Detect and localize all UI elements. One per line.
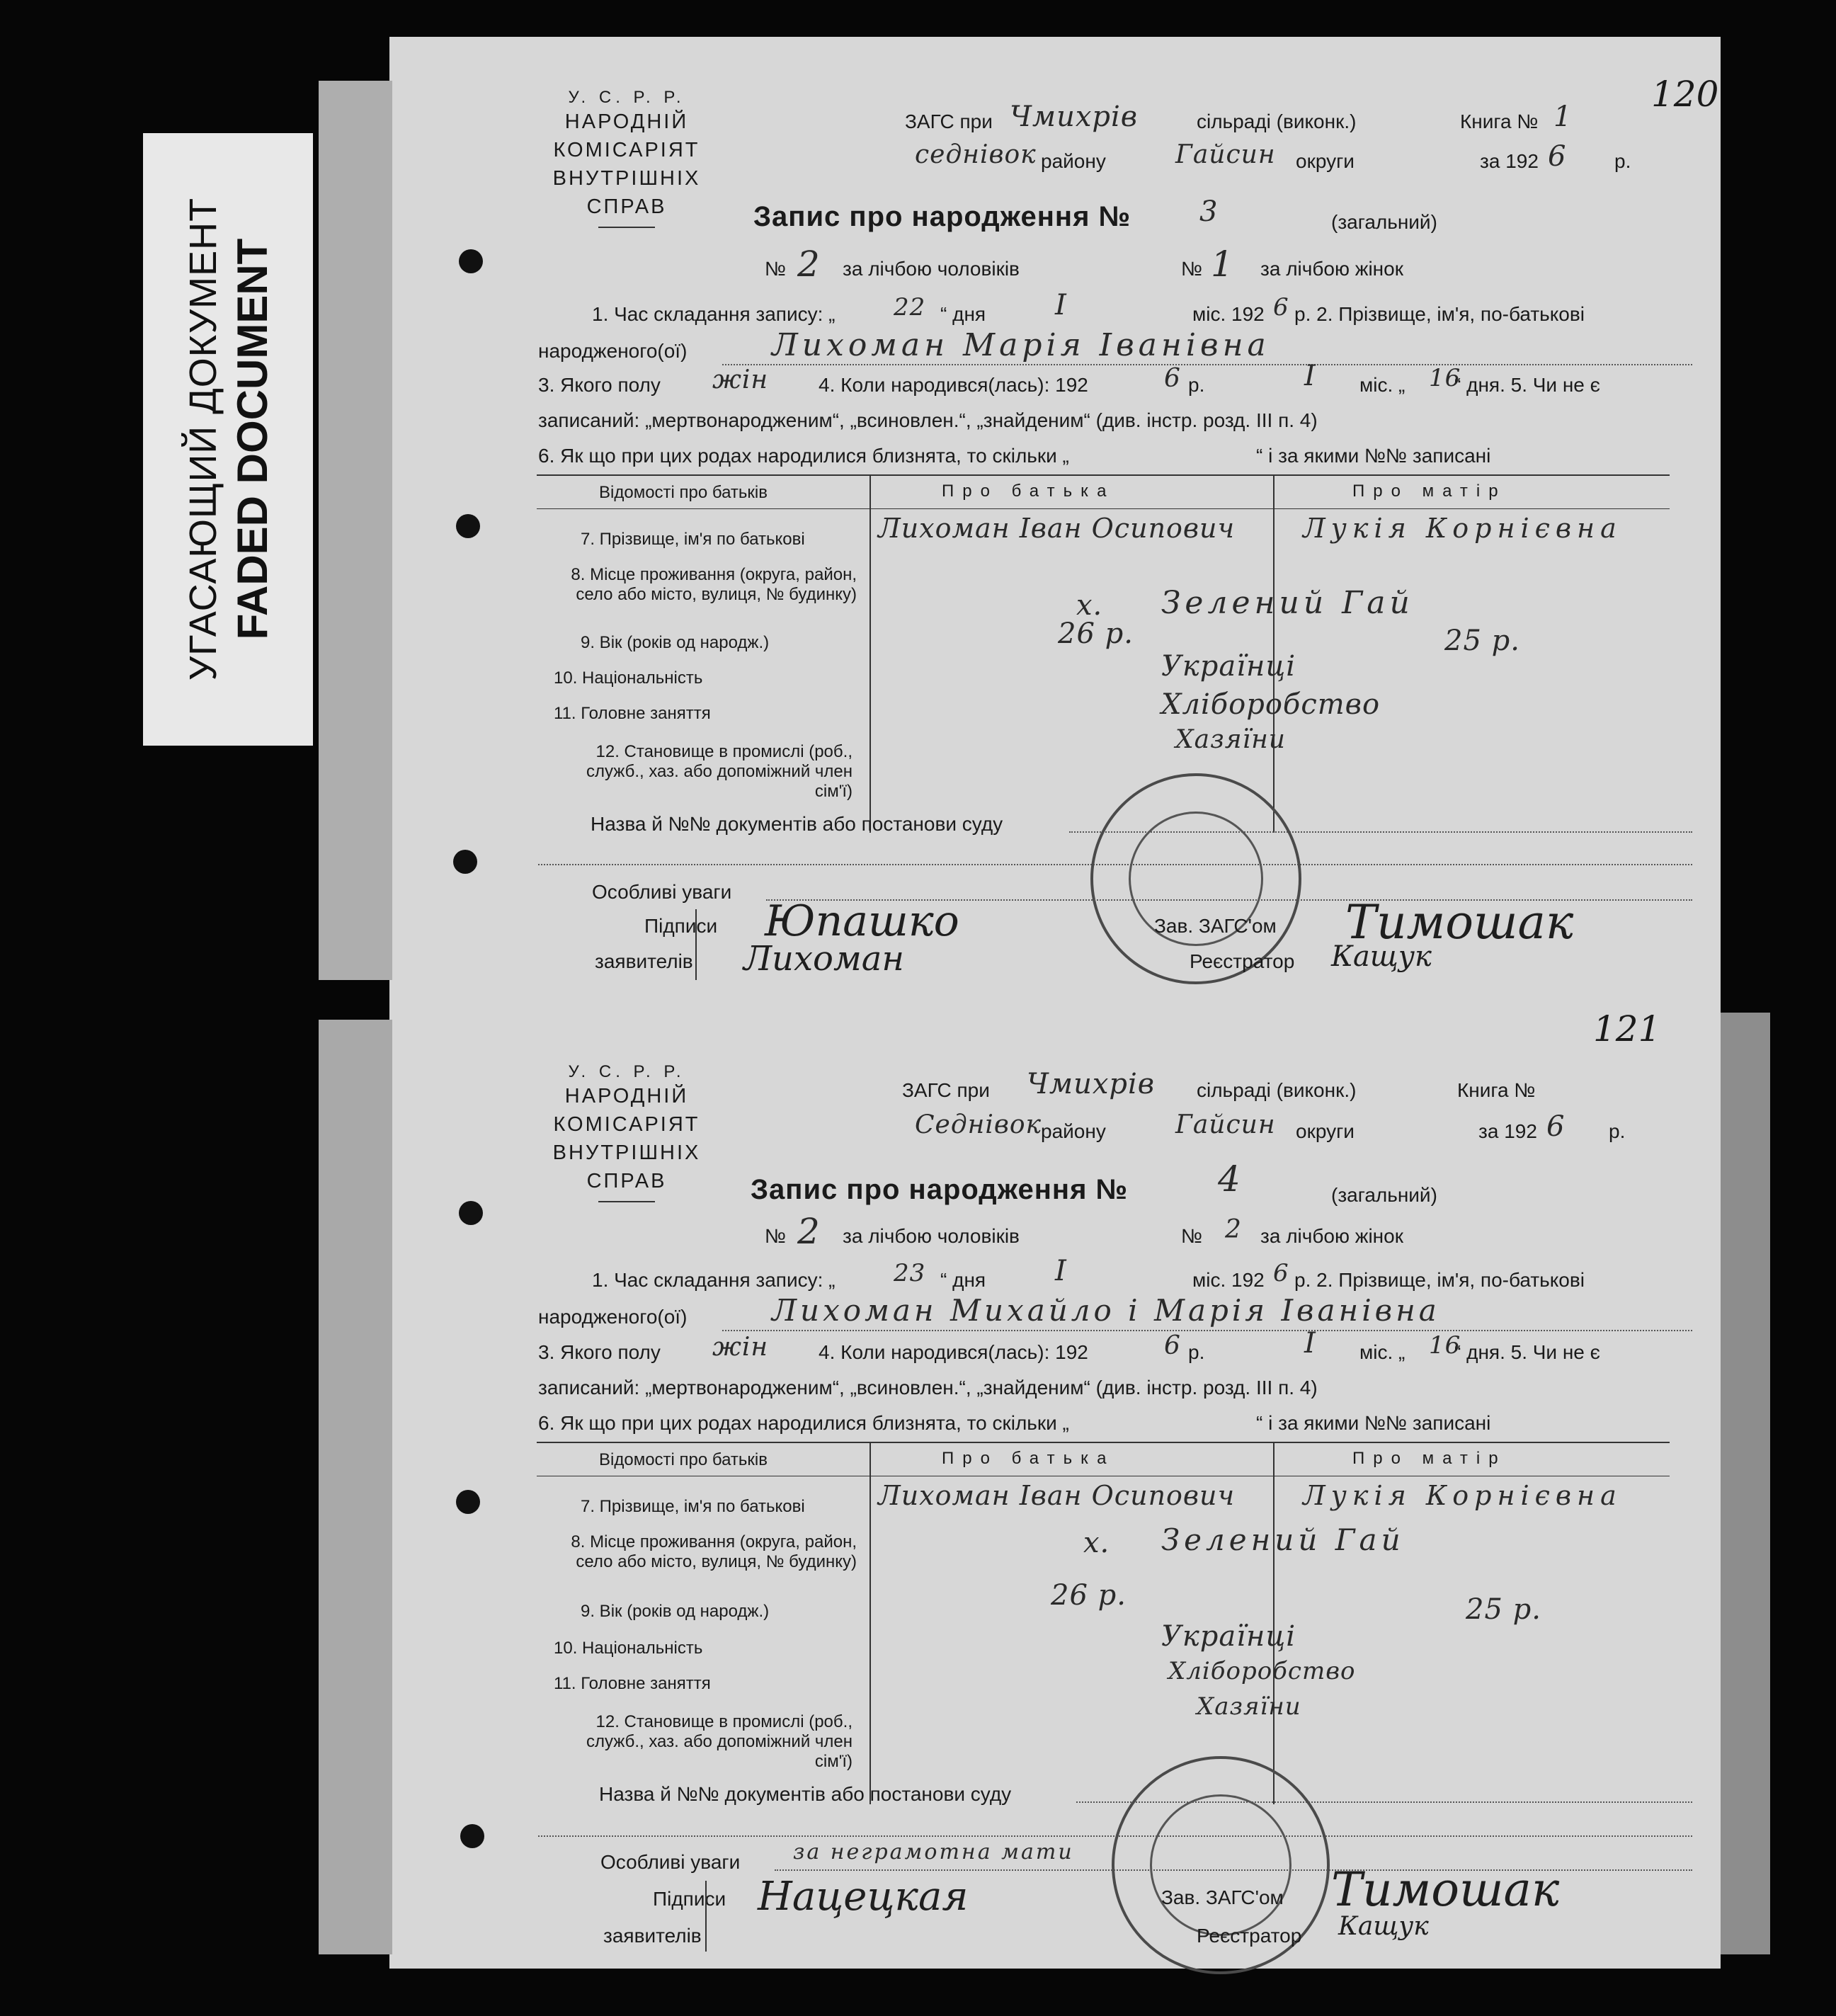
line1-month-label: міс. 192 [1192, 1269, 1265, 1291]
line1-year: 6 [1273, 1259, 1289, 1287]
row-8-mother: Зелений Гай [1161, 585, 1414, 621]
registrar-label: Реєстратор [1197, 1925, 1302, 1947]
registrar-signature: Кащук [1338, 1912, 1429, 1941]
birth-record-sheet-2 [389, 991, 1721, 1969]
year-suffix: р. [1614, 150, 1631, 172]
punch-hole [456, 1490, 480, 1514]
line3-born-label: 4. Коли народився(лась): 192 [819, 1341, 1088, 1363]
applicant-signature-2: Лихоман [743, 939, 904, 979]
born-month-label: міс. „ [1359, 374, 1405, 396]
born-month: I [1304, 1327, 1316, 1360]
child-name: Лихоман Марія Іванівна [772, 327, 1270, 363]
row-12-label: 12. Становище в промислі (роб., служб., хаз. або допоміжний член сім'ї) [586, 1712, 853, 1771]
table-head-col1: Відомості про батьків [599, 1450, 768, 1469]
men-no-label: № [765, 258, 787, 280]
line1-month: I [1055, 1255, 1067, 1287]
row-9-mother: 25 р. [1444, 625, 1520, 657]
punch-hole [456, 514, 480, 538]
row-9-mother: 25 р. [1466, 1593, 1541, 1626]
women-label: за лічбою жінок [1260, 258, 1403, 280]
okrug-value: Гайсин [1175, 140, 1276, 169]
district-label: району [1041, 1120, 1106, 1142]
registrar-label: Реєстратор [1190, 950, 1295, 972]
line1-day: 22 [894, 293, 926, 321]
row-11-label: 11. Головне заняття [554, 704, 711, 723]
born-year: 6 [1164, 1331, 1181, 1360]
line3-born-label: 4. Коли народився(лась): 192 [819, 374, 1088, 396]
row-8-label: 8. Місце проживання (округа, район, село або місто, вулиця, № будинку) [571, 1532, 857, 1571]
dotted-line [722, 1330, 1692, 1331]
head-signature: Тимошак [1331, 1862, 1560, 1917]
line3-label: 3. Якого полу [538, 374, 661, 396]
row-7-label: 7. Прізвище, ім'я по батькові [581, 1497, 805, 1516]
general-label: (загальний) [1331, 1184, 1437, 1206]
faded-document-label [143, 133, 313, 746]
applicants-label: заявителів [603, 1925, 702, 1947]
dotted-line [722, 364, 1692, 365]
line1-label: 1. Час складання запису: „ [592, 1269, 836, 1291]
head-signature: Тимошак [1345, 895, 1574, 950]
faded-label-ru: УГАСАЮЩИЙ ДОКУМЕНТ [182, 197, 224, 681]
row-9-label: 9. Вік (років од народж.) [581, 1602, 770, 1621]
signatures-divider [705, 1881, 707, 1952]
table-head-col2: Про батька [942, 1449, 1115, 1468]
district-value: седнівок [915, 140, 1037, 169]
commissariat-label: НАРОДНІЙ КОМІСАРІЯТ [553, 1085, 700, 1136]
line1-day: 23 [894, 1259, 926, 1287]
punch-hole [453, 850, 477, 874]
row-8-label: 8. Місце проживання (округа, район, село або місто, вулиця, № будинку) [571, 565, 857, 604]
row-9-label: 9. Вік (років од народж.) [581, 633, 770, 652]
punch-hole [460, 1824, 484, 1848]
men-no-label: № [765, 1225, 787, 1247]
women-label: за лічбою жінок [1260, 1225, 1403, 1247]
line4: записаний: „мертвонародженим“, „всиновлен.“, „знайденим“ (див. інстр. розд. III п. 4) [538, 409, 1318, 431]
row-7-label: 7. Прізвище, ім'я по батькові [581, 530, 805, 549]
line5-a: 6. Як що при цих родах народилися близнята, то скільки „ [538, 445, 1069, 467]
row-9-father: 26 р. [1058, 617, 1134, 650]
record-title: Запис про народження № [751, 1174, 1129, 1205]
line5-b: “ і за якими №№ записані [1256, 1412, 1491, 1434]
row-7-mother: Лукія Корнієвна [1303, 1480, 1622, 1511]
commissariat-label: НАРОДНІЙ КОМІСАРІЯТ [553, 110, 700, 161]
row-7-father: Лихоман Іван Осипович [878, 1480, 1236, 1511]
signatures-label: Підписи [653, 1888, 726, 1910]
ministry-label: ВНУТРІШНІХ СПРАВ [552, 167, 701, 218]
faded-label-en: FADED DOCUMENT [229, 238, 276, 640]
row-12-mother: Хазяїни [1197, 1692, 1301, 1721]
okrug-value: Гайсин [1175, 1110, 1276, 1139]
silrada-label: сільраді (виконк.) [1197, 1079, 1357, 1101]
docs-label: Назва й №№ документів або постанови суду [599, 1783, 1012, 1805]
punch-hole [459, 249, 483, 273]
line2-label: народженого(ої) [538, 1306, 688, 1328]
line1-day-label: “ дня [940, 1269, 986, 1291]
table-col-divider [869, 474, 871, 833]
women-no-value: 1 [1211, 244, 1234, 285]
header-block [510, 88, 743, 228]
sex-value: жін [712, 365, 769, 394]
zags-label: ЗАГС при [902, 1079, 990, 1101]
born-r: р. [1188, 1341, 1205, 1363]
record-number: 4 [1218, 1158, 1241, 1200]
line1-rest: р. 2. Прізвище, ім'я, по-батькові [1294, 1269, 1585, 1291]
line1-month: I [1055, 289, 1067, 321]
page-number: 120 [1651, 74, 1719, 115]
header-rule [598, 227, 655, 228]
line1-year: 6 [1273, 293, 1289, 321]
year-suffix: р. [1609, 1120, 1626, 1142]
women-no-value: 2 [1225, 1215, 1242, 1244]
okrug-label: округи [1296, 1120, 1355, 1142]
row-11-mother: Хліборобство [1168, 1657, 1356, 1685]
okrug-label: округи [1296, 150, 1355, 172]
docs-label: Назва й №№ документів або постанови суду [591, 813, 1003, 835]
zags-value: Чмихрів [1027, 1068, 1156, 1100]
born-rest: “ дня. 5. Чи не є [1454, 1341, 1600, 1363]
ministry-label: ВНУТРІШНІХ СПРАВ [552, 1141, 701, 1192]
republic-label: У. С. Р. Р. [568, 88, 685, 107]
table-top-rule [537, 474, 1670, 476]
applicants-label: заявителів [595, 950, 693, 972]
year-value: 6 [1548, 140, 1567, 173]
table-head-col1: Відомості про батьків [599, 483, 768, 502]
applicant-signature-1: Юпашко [765, 896, 959, 946]
table-head-col3: Про матір [1352, 1449, 1507, 1468]
signatures-divider [695, 909, 697, 980]
row-10-mother: Українці [1161, 650, 1296, 683]
record-number: 3 [1199, 195, 1219, 228]
born-day: 16 [1429, 1331, 1461, 1360]
signatures-label: Підписи [644, 915, 718, 937]
men-label: за лічбою чоловіків [843, 258, 1020, 280]
page-number: 121 [1593, 1008, 1661, 1049]
head-label: Зав. ЗАГС'ом [1154, 915, 1277, 937]
table-head-col3: Про матір [1352, 482, 1507, 501]
men-label: за лічбою чоловіків [843, 1225, 1020, 1247]
row-10-label: 10. Національність [554, 668, 703, 688]
row-11-mother: Хліборобство [1161, 688, 1381, 721]
row-11-label: 11. Головне заняття [554, 1674, 711, 1693]
general-label: (загальний) [1331, 211, 1437, 233]
record-title: Запис про народження № [753, 201, 1131, 232]
table-head-rule [537, 508, 1670, 509]
republic-label: У. С. Р. Р. [568, 1062, 685, 1081]
row-8-father: х. [1083, 1527, 1110, 1559]
row-12-label: 12. Становище в промислі (роб., служб., хаз. або допоміжний член сім'ї) [586, 742, 853, 801]
row-7-father: Лихоман Іван Осипович [878, 513, 1236, 544]
notes-value: за неграмотна мати [793, 1840, 1074, 1864]
registrar-signature: Кащук [1331, 940, 1432, 973]
born-day: 16 [1429, 364, 1461, 392]
row-8-father: х. [1076, 589, 1103, 622]
book-label: Книга № [1460, 110, 1539, 132]
year-label: за 192 [1480, 150, 1539, 172]
line1-day-label: “ дня [940, 303, 986, 325]
row-12-mother: Хазяїни [1175, 725, 1286, 754]
book-label: Книга № [1457, 1079, 1536, 1101]
row-7-mother: Лукія Корнієвна [1303, 513, 1622, 544]
men-no-value: 2 [797, 1211, 821, 1252]
line1-rest: р. 2. Прізвище, ім'я, по-батькові [1294, 303, 1585, 325]
notes-label: Особливі уваги [600, 1851, 741, 1873]
birth-record-sheet-1 [389, 37, 1721, 993]
row-10-label: 10. Національність [554, 1639, 703, 1658]
line2-label: народженого(ої) [538, 340, 688, 362]
women-no-label: № [1181, 258, 1203, 280]
men-no-value: 2 [797, 244, 821, 285]
born-month-label: міс. „ [1359, 1341, 1405, 1363]
table-head-col2: Про батька [942, 482, 1115, 501]
silrada-label: сільраді (виконк.) [1197, 110, 1357, 132]
table-col-divider [869, 1442, 871, 1804]
zags-value: Чмихрів [1010, 101, 1139, 133]
line4: записаний: „мертвонародженим“, „всиновлен.“, „знайденим“ (див. інстр. розд. III п. 4) [538, 1377, 1318, 1399]
born-year: 6 [1164, 364, 1181, 393]
born-rest: “ дня. 5. Чи не є [1454, 374, 1600, 396]
line1-month-label: міс. 192 [1192, 303, 1265, 325]
table-top-rule [537, 1442, 1670, 1443]
book-value: 1 [1553, 101, 1573, 133]
head-label: Зав. ЗАГС'ом [1161, 1886, 1284, 1908]
sex-value: жін [712, 1333, 769, 1362]
row-9-father: 26 р. [1051, 1579, 1127, 1612]
born-month: I [1304, 360, 1316, 392]
applicant-signature-1: Нацецкая [758, 1874, 969, 1920]
header-rule [598, 1201, 655, 1202]
line1-label: 1. Час складання запису: „ [592, 303, 836, 325]
year-value: 6 [1546, 1110, 1566, 1143]
year-label: за 192 [1478, 1120, 1537, 1142]
line3-label: 3. Якого полу [538, 1341, 661, 1363]
line5-b: “ і за якими №№ записані [1256, 445, 1491, 467]
zags-label: ЗАГС при [905, 110, 993, 132]
line5-a: 6. Як що при цих родах народилися близнята, то скільки „ [538, 1412, 1069, 1434]
district-value: Седнівок [915, 1110, 1042, 1139]
born-r: р. [1188, 374, 1205, 396]
punch-hole [459, 1201, 483, 1225]
row-10-mother: Українці [1161, 1620, 1296, 1653]
notes-label: Особливі уваги [592, 881, 732, 903]
row-8-mother: Зелений Гай [1161, 1522, 1405, 1557]
child-name: Лихоман Михайло і Марія Іванівна [772, 1293, 1440, 1328]
header-block [510, 1062, 743, 1202]
district-label: району [1041, 150, 1106, 172]
women-no-label: № [1181, 1225, 1203, 1247]
